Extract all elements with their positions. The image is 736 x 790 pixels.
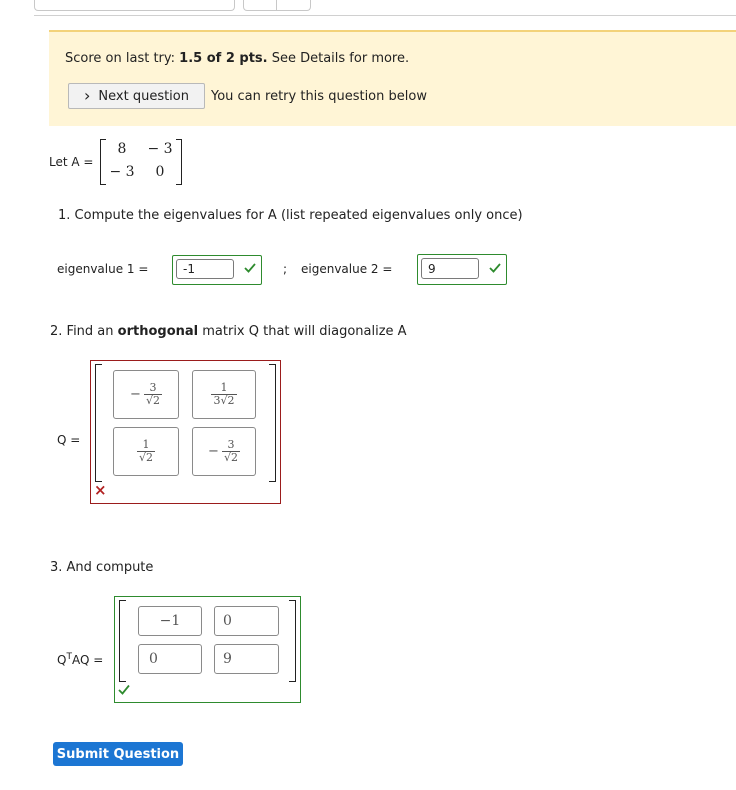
matrix-a-cell: − 3 xyxy=(109,164,135,180)
q-label: Q = xyxy=(57,433,81,447)
top-button-divider xyxy=(276,0,277,10)
matrix-a-label: Let A = xyxy=(49,155,94,169)
qtaq-matrix-answer[interactable] xyxy=(114,596,301,703)
eigenvalue1-field[interactable] xyxy=(172,255,262,285)
eigenvalue2-label: eigenvalue 2 = xyxy=(301,262,393,276)
matrix-a-cell: 0 xyxy=(155,164,165,180)
check-icon xyxy=(243,261,257,279)
score-value: 1.5 of 2 pts. xyxy=(179,51,268,66)
orthogonal-emphasis: orthogonal xyxy=(117,324,199,339)
eigenvalue2-field[interactable] xyxy=(417,254,507,285)
q-cell-input[interactable] xyxy=(192,370,256,419)
next-question-button[interactable] xyxy=(68,83,205,109)
fraction: $\frac{1}{3√2}$ xyxy=(213,380,235,407)
eigenvalue1-input[interactable]: -1 xyxy=(176,259,234,279)
qtaq-label: $Q^TAQ$ = xyxy=(57,652,104,667)
part2-prompt: 2. Find an orthogonal matrix Q that will diagonalize A xyxy=(50,324,407,339)
top-button-group[interactable] xyxy=(243,0,311,11)
q-cell-input[interactable]: − $\frac{3}{√2}$ xyxy=(192,427,256,476)
check-icon xyxy=(117,683,131,700)
eigenvalue-separator: ; xyxy=(283,262,288,276)
next-question-label: Next question xyxy=(98,88,189,104)
retry-text: You can retry this question below xyxy=(211,89,427,104)
q-cell-input[interactable]: − $\frac{3}{√2}$ xyxy=(113,370,179,419)
qtaq-right-bracket xyxy=(289,600,296,682)
eigenvalue2-input[interactable]: 9 xyxy=(421,258,479,279)
fraction: $\frac{3}{√2}$ xyxy=(223,437,238,464)
score-banner xyxy=(49,30,736,126)
matrix-a-right-bracket xyxy=(176,139,182,185)
q-matrix-answer[interactable] xyxy=(90,360,281,504)
fraction: $\frac{1}{√2}$ xyxy=(138,437,153,464)
part3-prompt: 3. And compute xyxy=(50,560,154,575)
matrix-a-cell: 8 xyxy=(117,141,127,157)
eigenvalue1-label: eigenvalue 1 = xyxy=(57,262,149,276)
chevron-right-icon: › xyxy=(84,86,91,105)
incorrect-x-icon: × xyxy=(94,481,107,499)
q-left-bracket xyxy=(95,364,102,482)
top-divider xyxy=(34,15,736,16)
q-cell-input[interactable] xyxy=(113,427,179,476)
qtaq-cell-input[interactable]: −1 xyxy=(138,606,202,636)
qtaq-left-bracket xyxy=(119,600,126,682)
matrix-a xyxy=(100,139,182,185)
fraction: $\frac{3}{√2}$ xyxy=(145,380,160,407)
check-icon xyxy=(488,261,502,279)
q-right-bracket xyxy=(269,364,276,482)
qtaq-cell-input[interactable]: 9 xyxy=(214,644,279,674)
part1-prompt: 1. Compute the eigenvalues for A (list repeated eigenvalues only once) xyxy=(58,208,523,223)
score-text: Score on last try: 1.5 of 2 pts. See Details for more. xyxy=(65,51,410,66)
matrix-a-cell: − 3 xyxy=(147,141,173,157)
qtaq-cell-input[interactable]: 0 xyxy=(138,644,202,674)
submit-question-button[interactable]: Submit Question xyxy=(53,742,183,766)
qtaq-cell-input[interactable]: 0 xyxy=(214,606,279,636)
top-select[interactable] xyxy=(34,0,235,11)
